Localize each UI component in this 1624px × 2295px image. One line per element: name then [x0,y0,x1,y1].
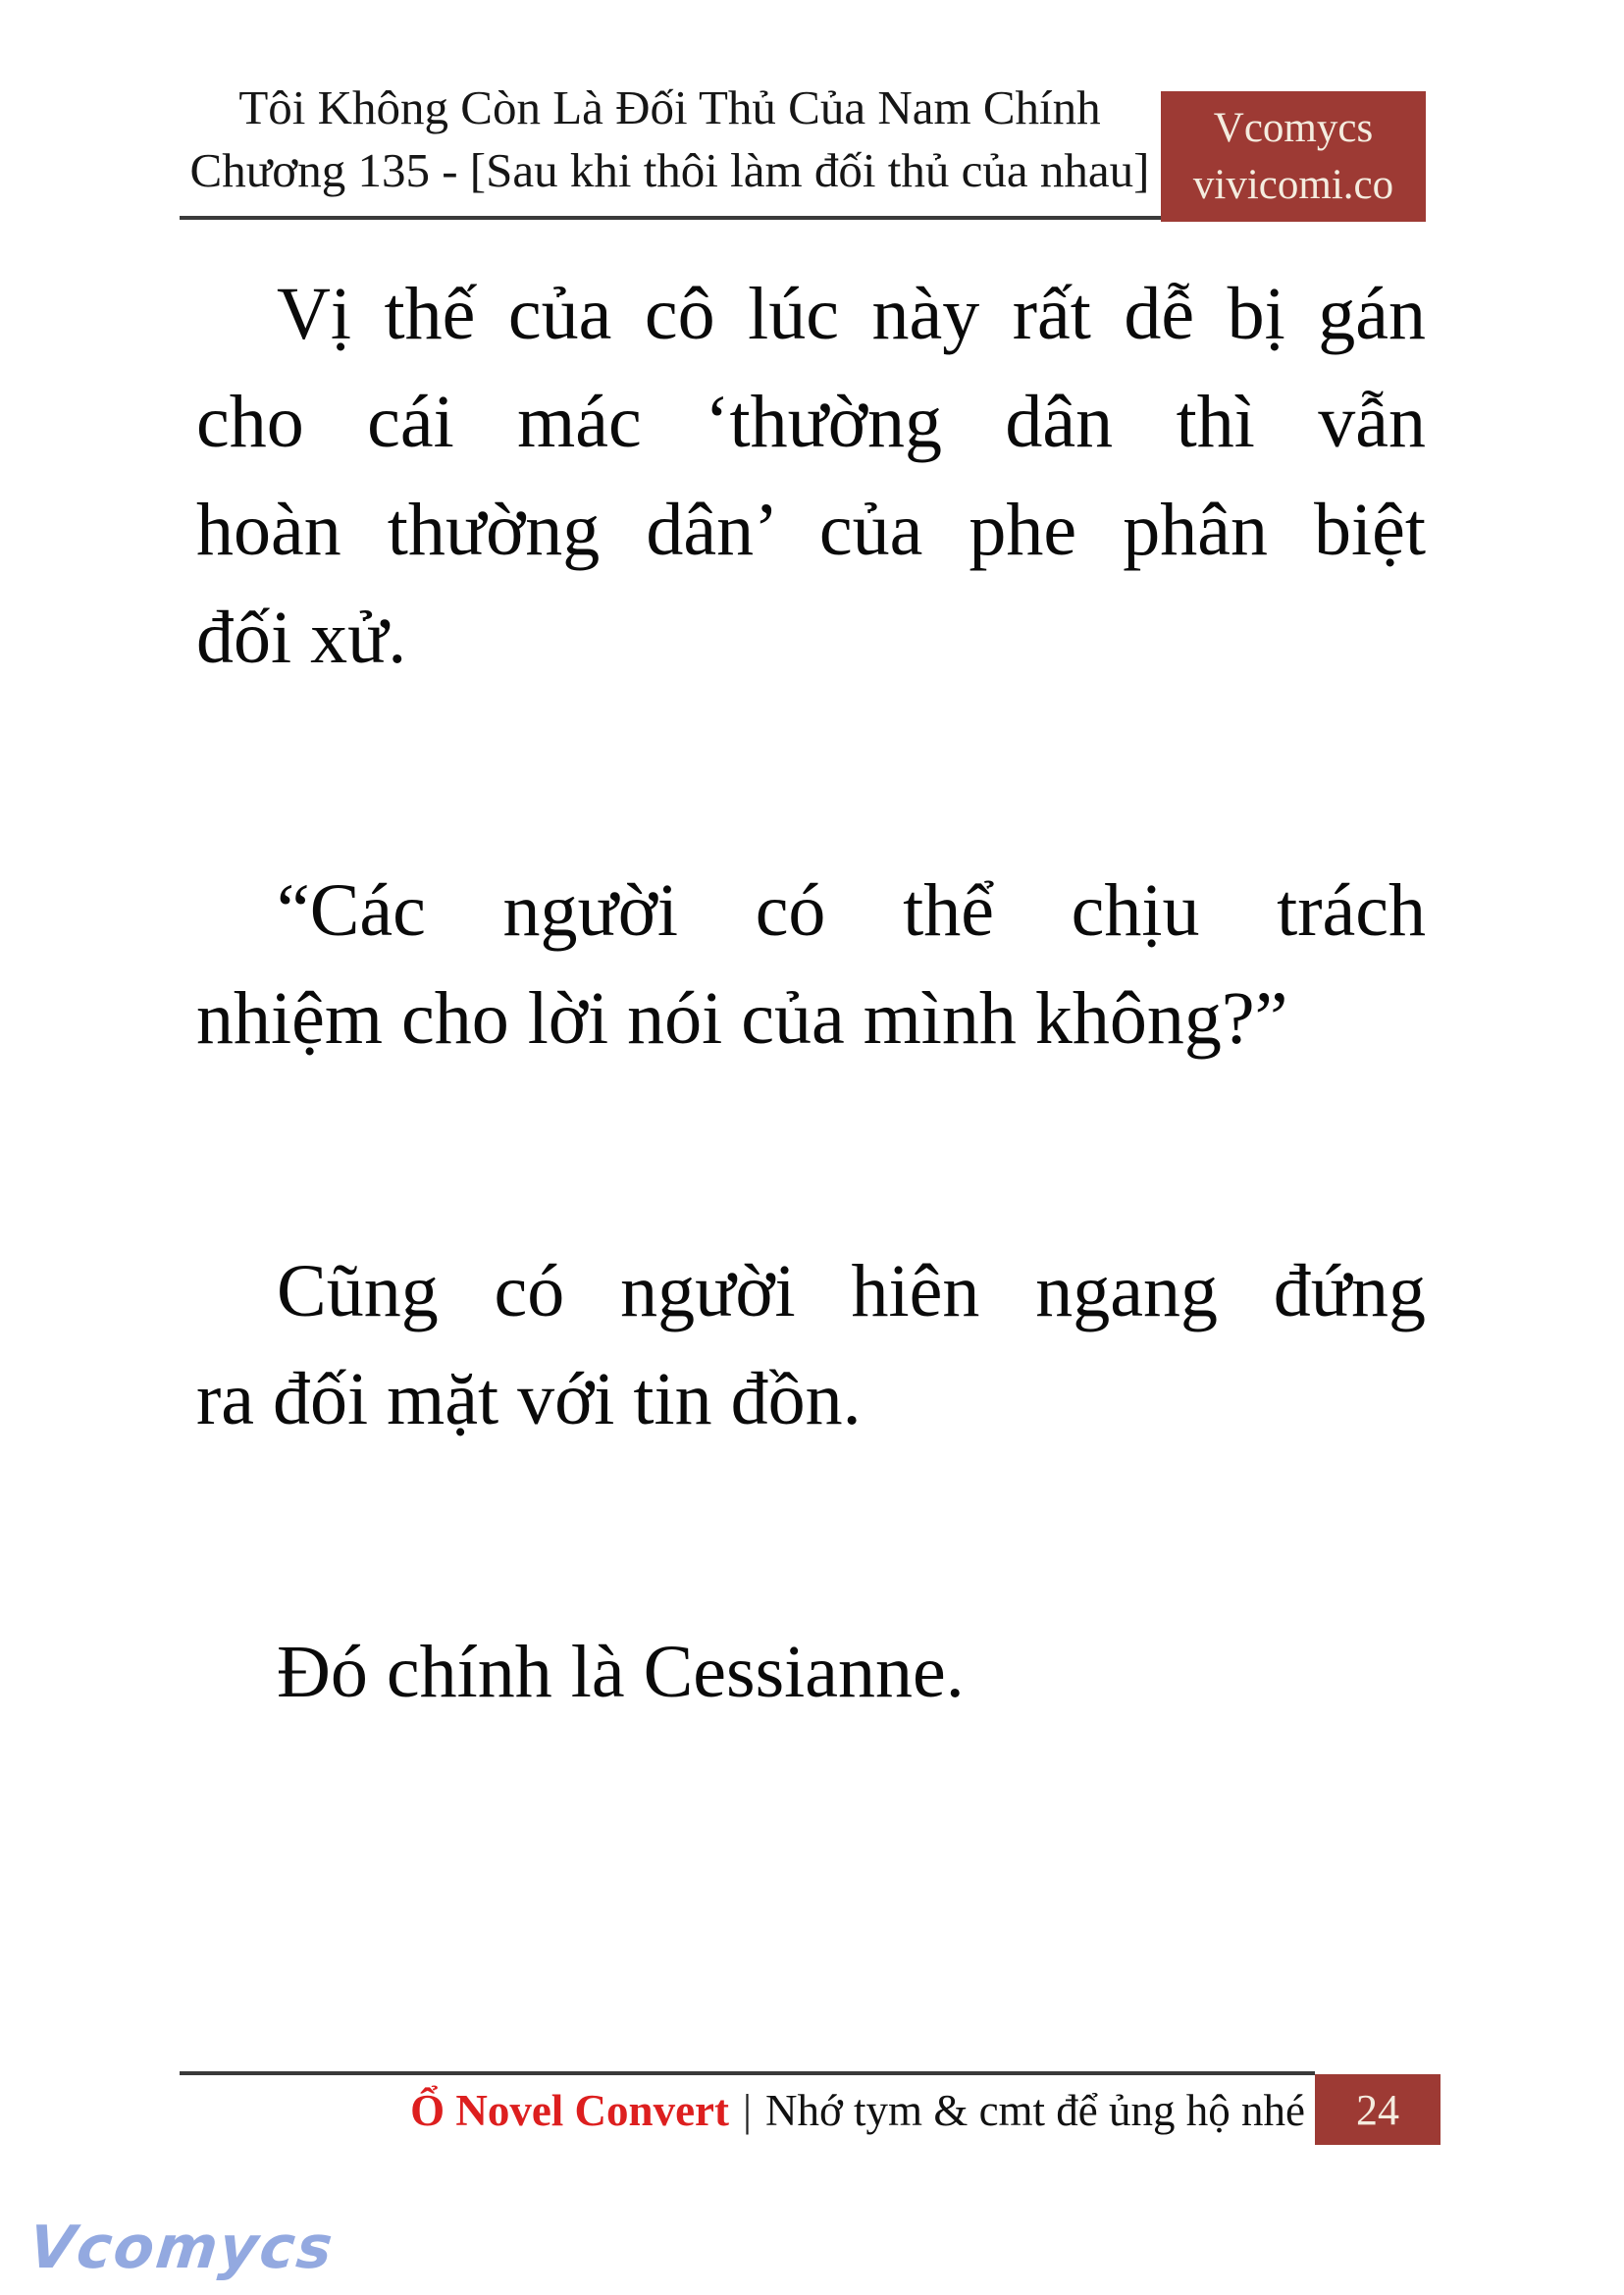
text-line: Cũng có người hiên ngang đứng [277,1250,1426,1332]
page-number-badge [1315,2074,1441,2145]
text-line: cho cái mác ‘thường dân thì vẫn [196,381,1426,463]
support-note: Nhớ tym & cmt để ủng hộ nhé [765,2086,1305,2135]
text-line: Đó chính là Cessianne. [277,1631,965,1713]
chapter-subtitle: Chương 135 - [Sau khi thôi làm đối thủ của nhau] [189,143,1150,197]
publisher-brand-box [1161,91,1426,222]
text-line: nhiệm cho lời nói của mình không?” [196,977,1288,1060]
paragraph [196,1237,1426,1453]
paragraph [196,857,1426,1072]
publisher-site: vivicomi.co [1192,161,1394,208]
paragraph [196,1618,1426,1726]
footer-credit-line [410,2080,1305,2141]
body-text [196,260,1426,1726]
text-line: ra đối mặt với tin đồn. [196,1358,862,1440]
footer-divider [180,2071,1315,2075]
footer-separator: | [743,2086,753,2135]
page-header [182,77,1158,202]
publisher-name: Vcomycs [1213,104,1374,151]
converter-credit: Ổ Novel Convert [410,2086,729,2135]
vcomycs-watermark-logo: Vcomycs [26,2214,338,2282]
page-number: 24 [1356,2085,1399,2134]
text-line: đối xử. [196,597,407,679]
text-line: hoàn thường dân’ của phe phân biệt [196,489,1426,571]
text-line: “Các người có thể chịu trách [277,869,1426,952]
paragraph [196,260,1426,692]
chapter-title: Tôi Không Còn Là Đối Thủ Của Nam Chính [238,80,1101,134]
text-line: Vị thế của cô lúc này rất dễ bị gán [277,273,1426,355]
